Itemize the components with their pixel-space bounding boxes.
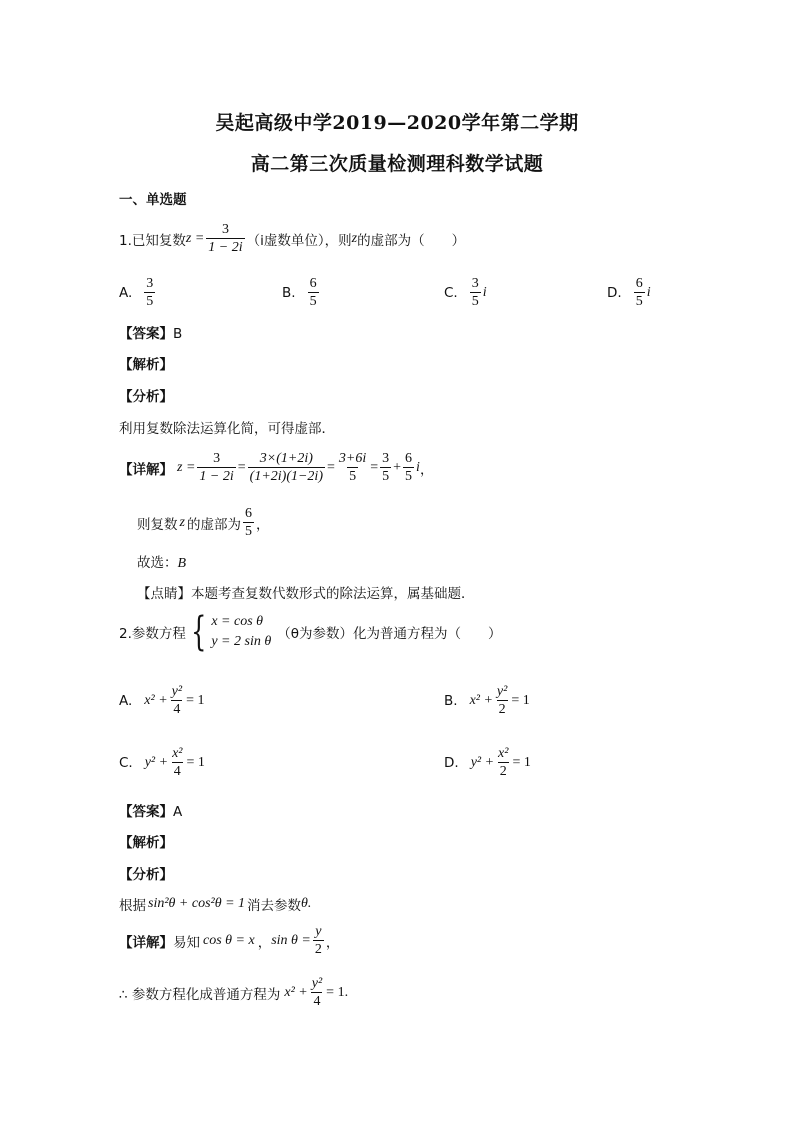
q2-line2: y = 2 sin θ xyxy=(211,634,272,649)
q2-opt-c-post: = 1 xyxy=(186,754,205,770)
q1-opt-a-label: A. xyxy=(119,284,133,301)
q2-detail-comma: ， xyxy=(325,934,340,951)
section-heading: 一、单选题 xyxy=(119,192,187,208)
q2-detail-pre: 易知 xyxy=(173,934,200,951)
q1-prefix: 1.已知复数 xyxy=(119,232,186,249)
q1-option-a[interactable] xyxy=(119,275,157,310)
q1-d-f5-den: 5 xyxy=(405,469,413,484)
q1-opt-a-frac xyxy=(144,275,155,310)
q1-then-frac xyxy=(243,505,254,540)
q2-answer-label: 【答案】 xyxy=(119,804,173,820)
q1-suffix2: 的虚部为（ ） xyxy=(357,232,466,249)
q1-then-comma: ， xyxy=(255,516,270,533)
q1-answer-label: 【答案】 xyxy=(119,326,173,342)
q1-opt-d-label: D. xyxy=(607,284,622,301)
q1-option-b[interactable] xyxy=(282,275,321,310)
q2-concl-eq: x² + xyxy=(284,984,308,1000)
q1-d-f1-num: 3 xyxy=(213,451,221,466)
q2-opt-a-post: = 1 xyxy=(186,692,205,708)
q2-opt-b-pre: x² + xyxy=(469,692,493,708)
q2-opt-d-post: = 1 xyxy=(512,754,531,770)
q2-opt-c-label: C. xyxy=(119,754,133,771)
q2-opt-b-label: B. xyxy=(444,692,458,709)
q1-d-frac5 xyxy=(403,450,414,485)
q1-answer xyxy=(119,322,182,342)
q2-fenxi-label: 【分析】 xyxy=(119,867,173,883)
q1-d-frac2 xyxy=(248,450,325,485)
q1-z-eq: z = xyxy=(185,230,205,246)
q1-d-eq1: = xyxy=(237,459,246,475)
q1-d-plus: + xyxy=(393,459,402,475)
q1-choose-text: 故选： xyxy=(137,555,178,571)
q1-opt-d-frac xyxy=(634,275,645,310)
q2-opt-a-den: 4 xyxy=(173,702,181,717)
q1-opt-c-i: i xyxy=(482,284,487,300)
q2-opt-b-post: = 1 xyxy=(511,692,530,708)
q2-option-a[interactable] xyxy=(119,683,204,718)
q2-conclusion xyxy=(119,975,348,1010)
q1-d-f2-den: (1+2i)(1−2i) xyxy=(249,469,323,484)
q1-d-f3-den: 5 xyxy=(349,469,357,484)
q2-stem xyxy=(119,609,502,655)
q2-opt-b-num: y² xyxy=(496,684,508,699)
left-brace-icon: { xyxy=(190,609,207,655)
q1-choose-value: B xyxy=(177,556,187,571)
q2-opt-c-num: x² xyxy=(172,746,183,761)
q2-fenxi-text xyxy=(119,894,311,914)
q1-frac-num: 3 xyxy=(221,222,229,237)
q1-opt-c-label: C. xyxy=(444,284,458,301)
q2-concl-den: 4 xyxy=(313,994,321,1009)
q2-detail-num: y xyxy=(315,924,322,939)
q2-fenxi-theta: θ. xyxy=(301,896,312,911)
q1-opt-b-label: B. xyxy=(282,284,296,301)
q1-d-comma: ， xyxy=(419,461,434,478)
q1-fenxi-label: 【分析】 xyxy=(119,389,173,405)
q2-option-c[interactable] xyxy=(119,745,205,780)
q1-d-frac3 xyxy=(337,450,368,485)
q1-option-d[interactable] xyxy=(607,275,651,310)
q1-detail-label: 【详解】 xyxy=(119,461,173,478)
q2-concl-num: y² xyxy=(311,976,323,991)
q2-opt-a-label: A. xyxy=(119,692,133,709)
title-line-1: 吴起高级中学2019—2020学年第二学期 xyxy=(215,112,579,134)
q1-opt-a-den: 5 xyxy=(146,294,154,309)
q2-opt-a-frac xyxy=(170,683,184,718)
q1-dianjing: 【点睛】本题考查复数代数形式的除法运算，属基础题． xyxy=(137,586,475,602)
q2-opt-d-label: D. xyxy=(444,754,459,771)
q2-opt-c-frac xyxy=(170,745,184,780)
q1-opt-d-num: 6 xyxy=(635,276,643,291)
q2-fenxi-eq: sin²θ + cos²θ = 1 xyxy=(148,896,246,911)
q1-opt-d-i: i xyxy=(646,284,651,300)
q2-option-d[interactable] xyxy=(444,745,531,780)
q1-then-text2: 的虚部为 xyxy=(186,516,241,533)
q1-answer-value: B xyxy=(173,326,183,342)
q2-opt-c-pre: y² + xyxy=(144,754,169,770)
q1-opt-c-frac xyxy=(470,275,481,310)
q2-opt-d-num: x² xyxy=(498,746,509,761)
q2-detail-den: 2 xyxy=(314,942,322,957)
q1-then xyxy=(137,505,269,540)
q2-detail-eq2: sin θ = xyxy=(271,932,311,948)
q1-detail xyxy=(119,450,433,485)
q2-opt-d-pre: y² + xyxy=(470,754,495,770)
q2-detail-sep: ， xyxy=(257,934,272,951)
q1-opt-b-frac xyxy=(308,275,319,310)
q2-opt-a-pre: x² + xyxy=(144,692,168,708)
q2-option-b[interactable] xyxy=(444,683,530,718)
q2-detail-frac xyxy=(313,923,324,958)
q2-fenxi-post: 消去参数 xyxy=(247,898,302,914)
q2-detail xyxy=(119,923,339,958)
q2-opt-b-den: 2 xyxy=(498,702,506,717)
q2-concl-post: = 1. xyxy=(326,984,349,1000)
q1-then-den: 5 xyxy=(244,524,252,539)
q1-then-z: z xyxy=(179,514,185,530)
q1-opt-b-num: 6 xyxy=(309,276,317,291)
q1-opt-a-num: 3 xyxy=(146,276,154,291)
q1-then-num: 6 xyxy=(244,506,252,521)
q1-opt-c-den: 5 xyxy=(471,294,479,309)
q1-d-i: i xyxy=(416,459,420,475)
q2-analysis-label: 【解析】 xyxy=(119,835,173,851)
title-line-2: 高二第三次质量检测理科数学试题 xyxy=(250,153,544,175)
q1-d-f4-num: 3 xyxy=(382,451,390,466)
q2-detail-eq1: cos θ = x xyxy=(203,932,255,948)
q1-fraction xyxy=(206,221,244,256)
q1-opt-b-den: 5 xyxy=(309,294,317,309)
q2-prefix: 2.参数方程 xyxy=(119,626,186,642)
q1-d-eq2: = xyxy=(326,459,335,475)
q1-analysis-label: 【解析】 xyxy=(119,357,173,373)
q1-d-f4-den: 5 xyxy=(382,469,390,484)
q1-stem xyxy=(119,221,465,256)
q2-answer xyxy=(119,800,182,820)
q1-opt-d-den: 5 xyxy=(635,294,643,309)
q1-opt-c-num: 3 xyxy=(471,276,479,291)
q1-z: z xyxy=(351,230,358,246)
q1-d-eq3: = xyxy=(370,459,379,475)
q1-then-text: 则复数 xyxy=(137,516,178,533)
q2-opt-c-den: 4 xyxy=(173,764,181,779)
q2-suffix: （θ为参数）化为普通方程为（ ） xyxy=(277,626,502,642)
q1-choose xyxy=(137,551,186,572)
q1-suffix: （i虚数单位），则 xyxy=(246,232,352,249)
q2-answer-value: A xyxy=(173,804,183,820)
q1-d-f3-num: 3+6i xyxy=(338,451,367,466)
q2-detail-label: 【详解】 xyxy=(119,934,173,951)
q2-opt-d-den: 2 xyxy=(499,764,507,779)
q1-fenxi-text: 利用复数除法运算化简，可得虚部． xyxy=(119,421,335,437)
q1-d-f1-den: 1 − 2i xyxy=(199,469,234,484)
q2-opt-d-frac xyxy=(496,745,510,780)
q1-d-z: z = xyxy=(177,459,196,475)
q2-concl-pre: ∴ 参数方程化成普通方程为 xyxy=(119,986,281,1003)
q2-fenxi-pre: 根据 xyxy=(119,898,146,914)
q2-concl-frac xyxy=(310,975,324,1010)
q1-d-f5-num: 6 xyxy=(405,451,413,466)
q1-d-frac1 xyxy=(197,450,235,485)
q1-frac-den: 1 − 2i xyxy=(208,240,243,255)
q2-line1: x = cos θ xyxy=(211,614,264,629)
q2-opt-b-frac xyxy=(495,683,509,718)
q1-d-f2-num: 3×(1+2i) xyxy=(259,451,313,466)
q2-system xyxy=(211,612,271,652)
q1-option-c[interactable] xyxy=(444,275,487,310)
q1-d-frac4 xyxy=(380,450,391,485)
q2-opt-a-num: y² xyxy=(171,684,183,699)
